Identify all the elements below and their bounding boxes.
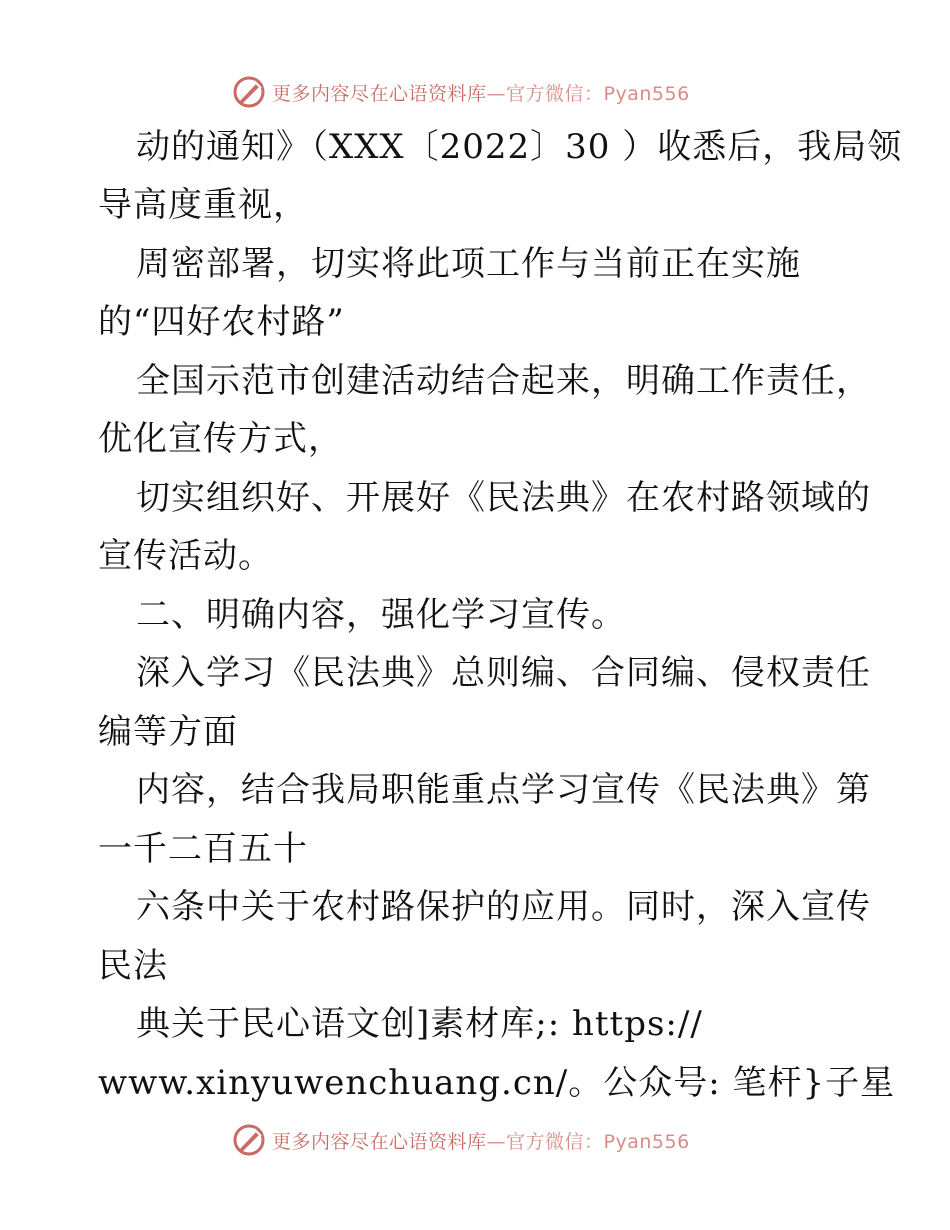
doc-line-12: 内容，结合我局职能重点学习宣传《民法典》第 (136, 770, 871, 810)
footer-banner-main: 更多内容尽在心语资料库 (272, 1130, 487, 1153)
doc-line-14: 六条中关于农村路保护的应用。同时，深入宣传 (136, 887, 871, 927)
doc-line-11: 编等方面 (98, 712, 238, 752)
header-banner-wechat: 官方微信：Pyan556 (506, 82, 690, 105)
doc-line-13: 一千二百五十 (98, 829, 308, 869)
doc-line-8: 宣传活动。 (98, 536, 273, 576)
header-watermark-banner (232, 72, 690, 112)
doc-line-3: 周密部署，切实将此项工作与当前正在实施 (136, 244, 801, 284)
doc-line-9: 二、明确内容，强化学习宣传。 (136, 595, 626, 635)
header-banner-text (272, 79, 690, 106)
doc-line-5: 全国示范市创建活动结合起来，明确工作责任， (136, 361, 871, 401)
doc-line-6: 优化宣传方式， (98, 419, 343, 459)
doc-line-7: 切实组织好、开展好《民法典》在农村路领域的 (136, 478, 871, 518)
feather-pen-logo-icon (232, 1123, 266, 1157)
footer-banner-text (272, 1127, 690, 1154)
doc-line-15: 民法 (98, 946, 168, 986)
footer-watermark-banner (232, 1120, 690, 1160)
footer-banner-sep: — (486, 1130, 507, 1153)
footer-banner-wechat: 官方微信：Pyan556 (506, 1130, 690, 1153)
doc-line-10: 深入学习《民法典》总则编、合同编、侵权责任 (136, 653, 871, 693)
header-banner-main: 更多内容尽在心语资料库 (272, 82, 487, 105)
doc-line-2: 导高度重视， (98, 185, 308, 225)
doc-line-17: www.xinyuwenchuang.cn/。公众号: 笔杆}子星 (98, 1063, 896, 1103)
doc-line-4: 的“四好农村路” (98, 302, 345, 342)
header-banner-sep: — (486, 82, 507, 105)
doc-line-16: 典关于民心语文创]素材库;: https:// (136, 1004, 703, 1044)
feather-pen-logo-icon (232, 75, 266, 109)
doc-line-1: 动的通知》（XXX〔2022〕30 ）收悉后，我局领 (136, 127, 903, 167)
